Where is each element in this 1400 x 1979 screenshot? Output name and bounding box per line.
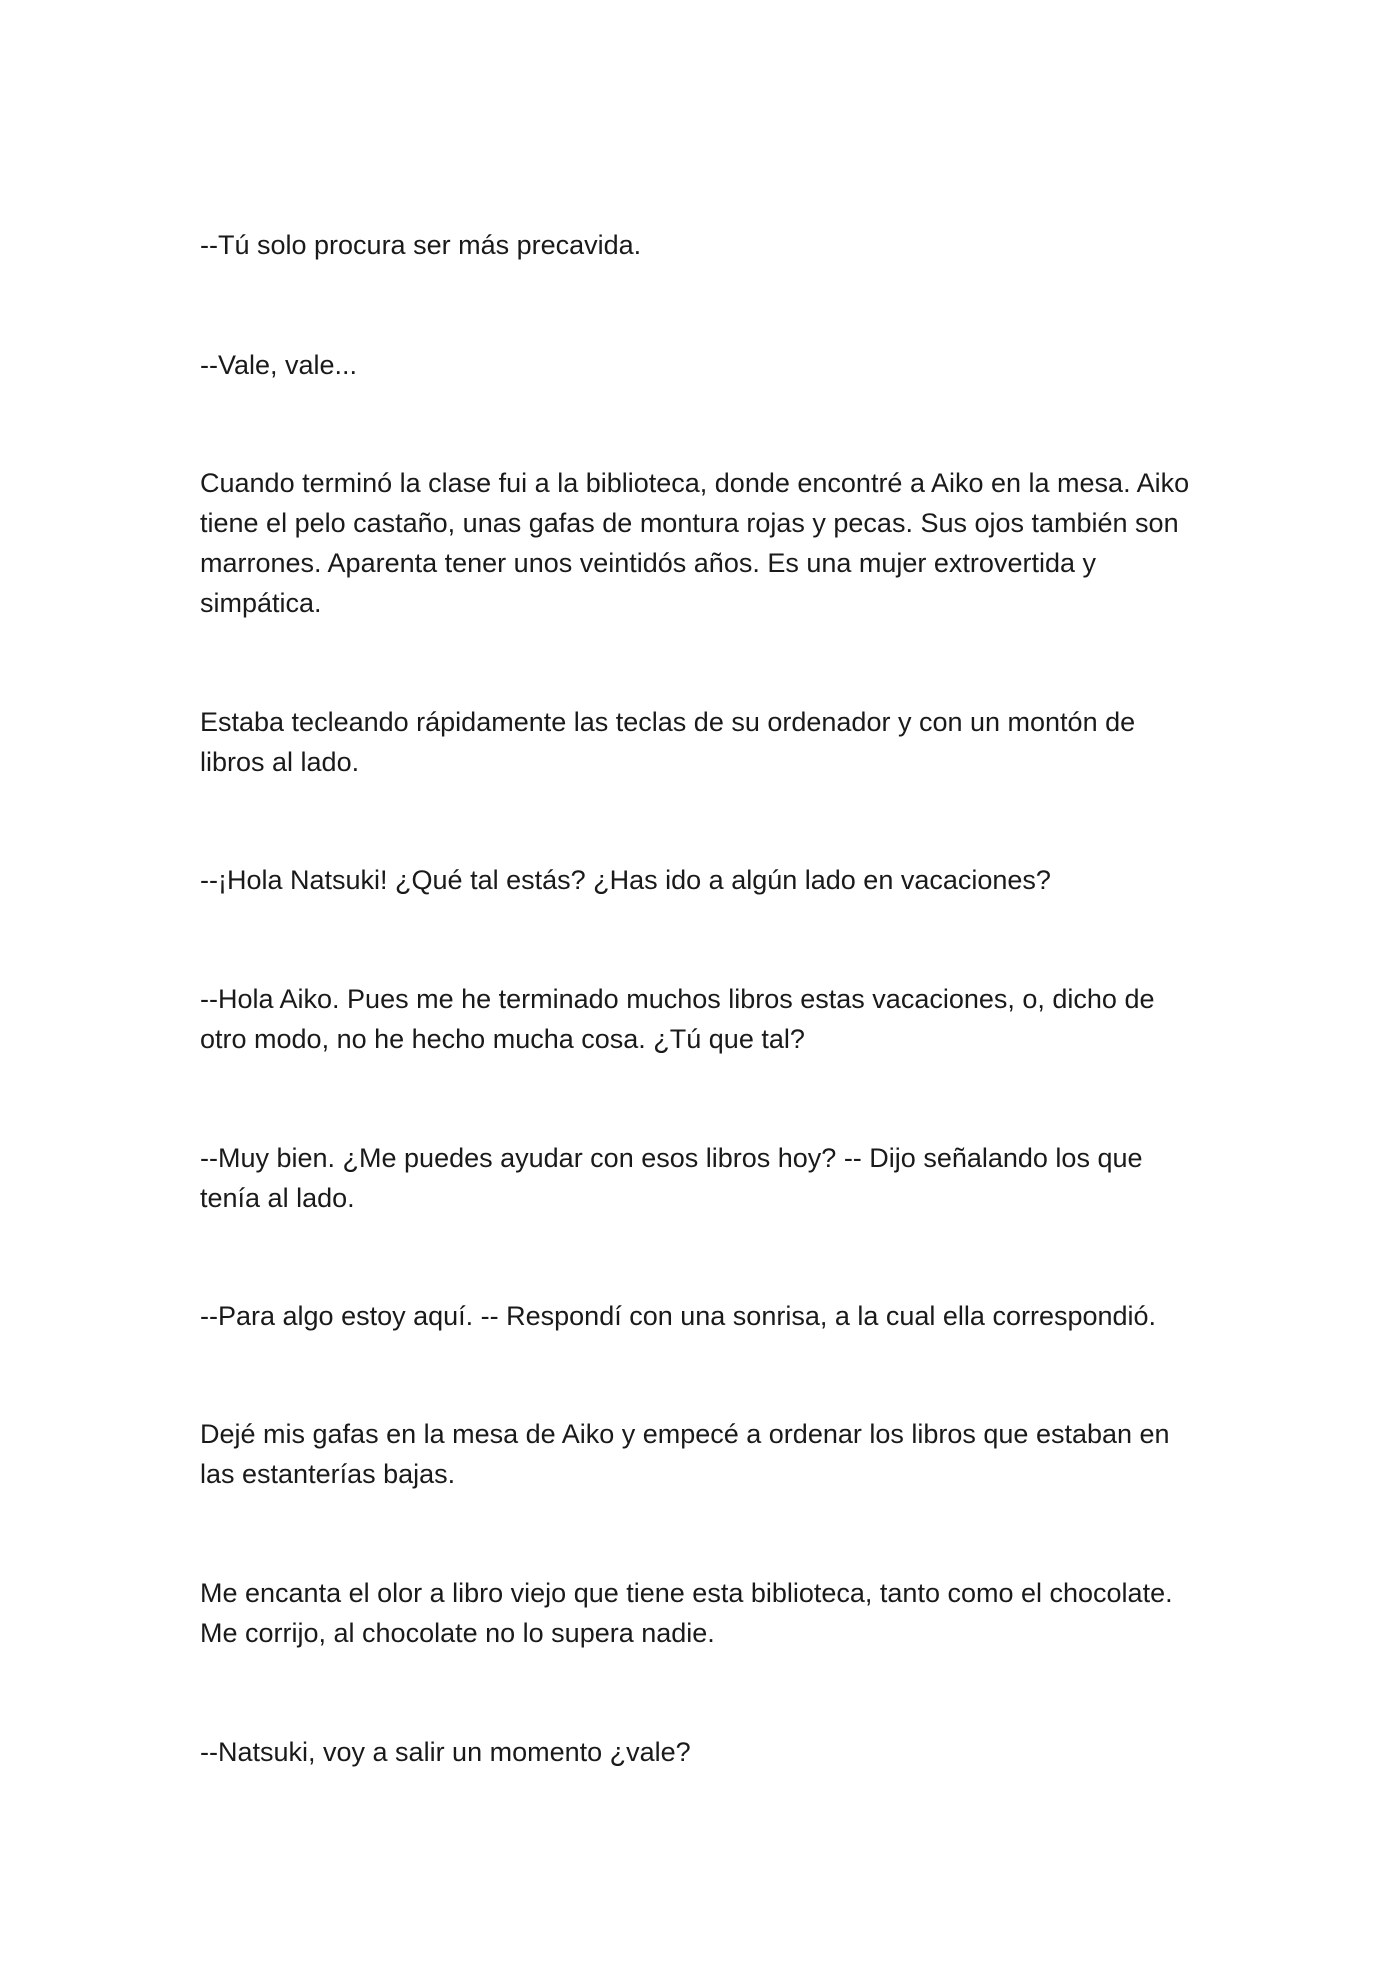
paragraph-7: --Muy bien. ¿Me puedes ayudar con esos libros hoy? -- Dijo señalando los que tenía al lado. (200, 1143, 1143, 1213)
paragraph-2: --Vale, vale... (200, 350, 358, 380)
paragraph-10: Me encanta el olor a libro viejo que tiene esta biblioteca, tanto como el chocolate. Me corrijo, al chocolate no lo supera nadie. (200, 1578, 1173, 1648)
paragraph-4: Estaba tecleando rápidamente las teclas de su ordenador y con un montón de libros al lado. (200, 707, 1136, 777)
paragraph-8: --Para algo estoy aquí. -- Respondí con una sonrisa, a la cual ella correspondió. (200, 1301, 1157, 1331)
paragraph-1: --Tú solo procura ser más precavida. (200, 230, 642, 260)
paragraph-5: --¡Hola Natsuki! ¿Qué tal estás? ¿Has ido a algún lado en vacaciones? (200, 865, 1051, 895)
paragraph-6: --Hola Aiko. Pues me he terminado muchos libros estas vacaciones, o, dicho de otro modo, no he hecho mucha cosa. ¿Tú que tal? (200, 984, 1155, 1054)
paragraph-11: --Natsuki, voy a salir un momento ¿vale? (200, 1737, 691, 1767)
paragraph-9: Dejé mis gafas en la mesa de Aiko y empecé a ordenar los libros que estaban en las estanterías bajas. (200, 1419, 1170, 1489)
paragraph-3: Cuando terminó la clase fui a la biblioteca, donde encontré a Aiko en la mesa. Aiko tiene el pelo castaño, unas gafas de montura rojas y pecas. Sus ojos también son marrones. Aparenta tener unos veintidós años. Es una mujer extrovertida y simpática. (200, 468, 1190, 618)
